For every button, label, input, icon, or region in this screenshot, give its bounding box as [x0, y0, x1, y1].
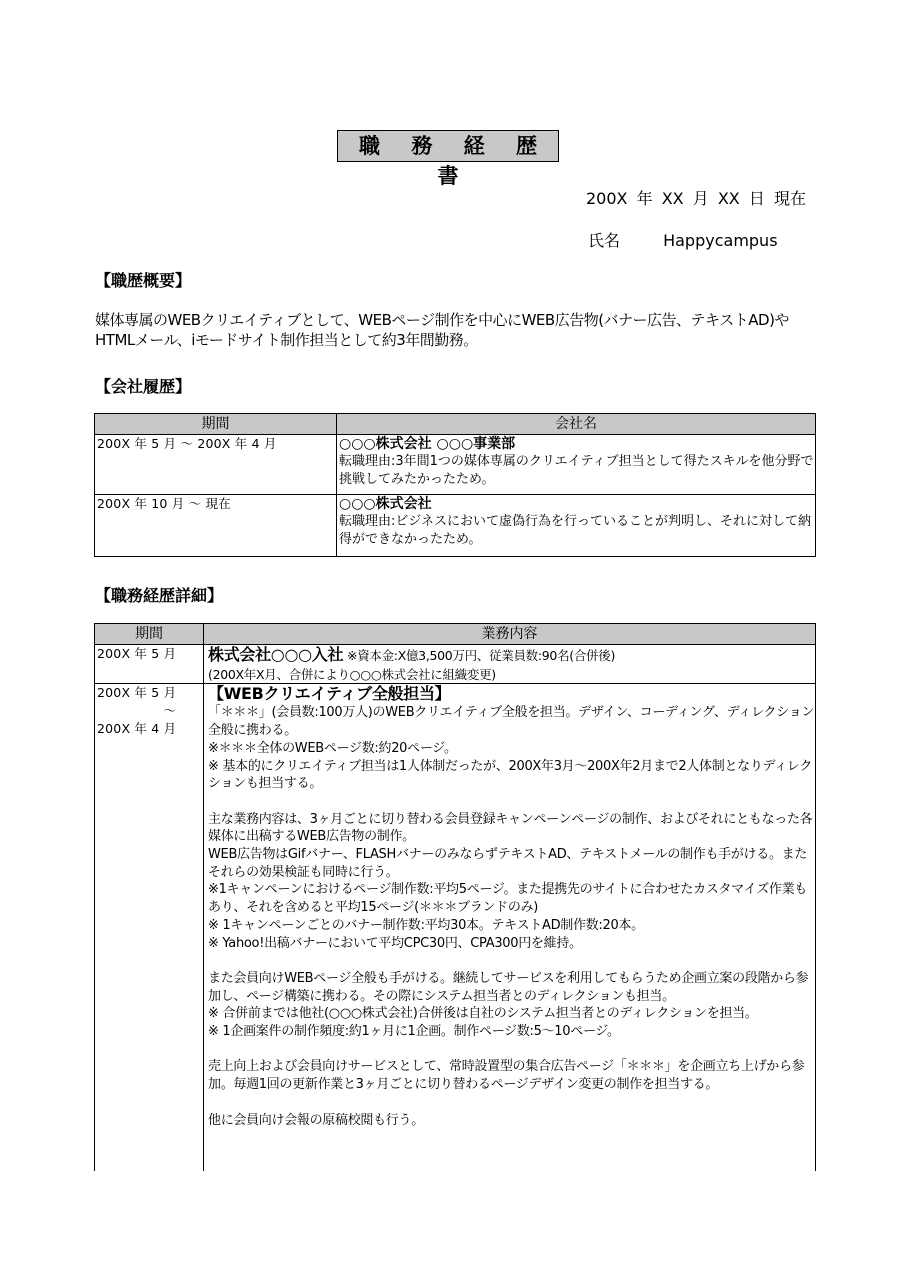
- period-start: 200X 年 5 月: [97, 685, 177, 701]
- date-month-label: 月: [692, 189, 709, 208]
- date-suffix: 現在: [773, 189, 806, 208]
- detail-content: [204, 645, 816, 684]
- detail-line: ※ 基本的にクリエイティブ担当は1人体制だったが、200X年3月～200X年2月まで2人体制となりディレクションも担当する。: [208, 758, 813, 792]
- detail-line: 「＊＊＊」(会員数:100万人)のWEBクリエイティブ全般を担当。デザイン、コーディング、ディレクション全般に携わる。: [208, 705, 815, 739]
- detail-line: ※ 1キャンペーンごとのバナー制作数:平均30本。テキストAD制作数:20本。: [208, 917, 644, 933]
- section-job-detail-heading: 【職務経歴詳細】: [95, 586, 224, 605]
- detail-content: [204, 684, 816, 1172]
- job-detail-table: [94, 623, 816, 1171]
- detail-note: ※資本金:X億3,500万円、従業員数:90名(合併後): [347, 648, 616, 663]
- detail-heading: 株式会社○○○入社: [208, 645, 344, 664]
- detail-period: 200X 年 5 月: [95, 645, 204, 684]
- detail-line: WEB広告物はGifバナー、FLASHバナーのみならずテキストAD、テキストメールの制作も手がける。またそれらの効果検証も同時に行う。: [208, 847, 808, 880]
- detail-heading: 【WEBクリエイティブ全般担当】: [208, 684, 451, 704]
- company-reason: 転職理由:3年間1つの媒体専属のクリエイティブ担当として得たスキルを他分野で挑戦してみたかったため。: [339, 454, 814, 487]
- company-table-header-company: 会社名: [337, 414, 816, 435]
- detail-line: ※1キャンペーンにおけるページ制作数:平均5ページ。また提携先のサイトに合わせたカスタマイズ作業もあり、それを含めると平均15ページ(＊＊＊ブランドのみ): [208, 882, 807, 916]
- section-overview-heading: 【職歴概要】: [95, 271, 192, 290]
- detail-line: 売上向上および会員向けサービスとして、常時設置型の集合広告ページ「＊＊＊」を企画立ち上げから参加。毎週1回の更新作業と3ヶ月ごとに切り替わるページデザイン変更の制作を担当する。: [208, 1059, 805, 1093]
- company-history-table: [94, 413, 816, 557]
- detail-lines: [208, 704, 815, 1129]
- date-year-label: 年: [636, 189, 653, 208]
- name-value: Happycampus: [663, 231, 778, 250]
- name-line: [588, 228, 778, 251]
- blank-line: [208, 1094, 815, 1112]
- date-day: XX: [717, 189, 740, 208]
- date-year: 200X: [586, 189, 628, 208]
- table-row: [95, 684, 816, 1172]
- period-tilde: ～: [163, 703, 177, 719]
- blank-line: [208, 793, 815, 811]
- company-cell: [337, 435, 816, 495]
- company-period: 200X 年 5 月 ～ 200X 年 4 月: [95, 435, 337, 495]
- detail-line: 主な業務内容は、3ヶ月ごとに切り替わる会員登録キャンペーンページの制作、およびそれにともなった各媒体に出稿するWEB広告物の制作。: [208, 811, 813, 845]
- detail-line: ※ 合併前までは他社(○○○株式会社)合併後は自社のシステム担当者とのディレクションを担当。: [208, 1006, 758, 1022]
- summary-text: 媒体専属のWEBクリエイティブとして、WEBページ制作を中心にWEB広告物(バナー広告、テキストAD)やHTMLメール、iモードサイト制作担当として約3年間勤務。: [95, 311, 789, 349]
- detail-table-header-content: 業務内容: [204, 624, 816, 645]
- blank-line: [208, 952, 815, 970]
- date-day-label: 日: [748, 189, 765, 208]
- detail-line: 他に会員向け会報の原稿校閲も行う。: [208, 1112, 424, 1128]
- detail-period-range: [95, 684, 204, 1172]
- detail-line: ※ Yahoo!出稿バナーにおいて平均CPC30円、CPA300円を維持。: [208, 935, 582, 951]
- date-line: [586, 186, 810, 209]
- company-table-header-period: 期間: [95, 414, 337, 435]
- section-company-history-heading: 【会社履歴】: [95, 377, 192, 396]
- table-row: [95, 435, 816, 495]
- detail-line: ※ 1企画案件の制作頻度:約1ヶ月に1企画。制作ページ数:5～10ページ。: [208, 1024, 620, 1040]
- detail-line: また会員向けWEBページ全般も手がける。継続してサービスを利用してもらうため企画立案の段階から参加し、ページ構築に携わる。その際にシステム担当者とのディレクションも担当。: [208, 970, 809, 1004]
- table-row: [95, 645, 816, 684]
- detail-table-header-period: 期間: [95, 624, 204, 645]
- detail-note2: (200X年X月、合併により○○○株式会社に組織変更): [208, 666, 496, 682]
- table-row: [95, 495, 816, 557]
- name-label: 氏名: [588, 231, 621, 250]
- blank-line: [208, 1041, 815, 1059]
- company-reason: 転職理由:ビジネスにおいて虚偽行為を行っていることが判明し、それに対して納得ができなかったため。: [339, 514, 811, 547]
- company-cell: [337, 495, 816, 557]
- company-name: ○○○株式会社: [339, 496, 432, 512]
- company-period: 200X 年 10 月 ～ 現在: [95, 495, 337, 557]
- document-title: 職 務 経 歴 書: [337, 130, 559, 162]
- detail-line: ※＊＊＊全体のWEBページ数:約20ページ。: [208, 740, 457, 756]
- period-end: 200X 年 4 月: [97, 721, 177, 737]
- company-name: ○○○株式会社 ○○○事業部: [339, 436, 516, 452]
- date-month: XX: [661, 189, 684, 208]
